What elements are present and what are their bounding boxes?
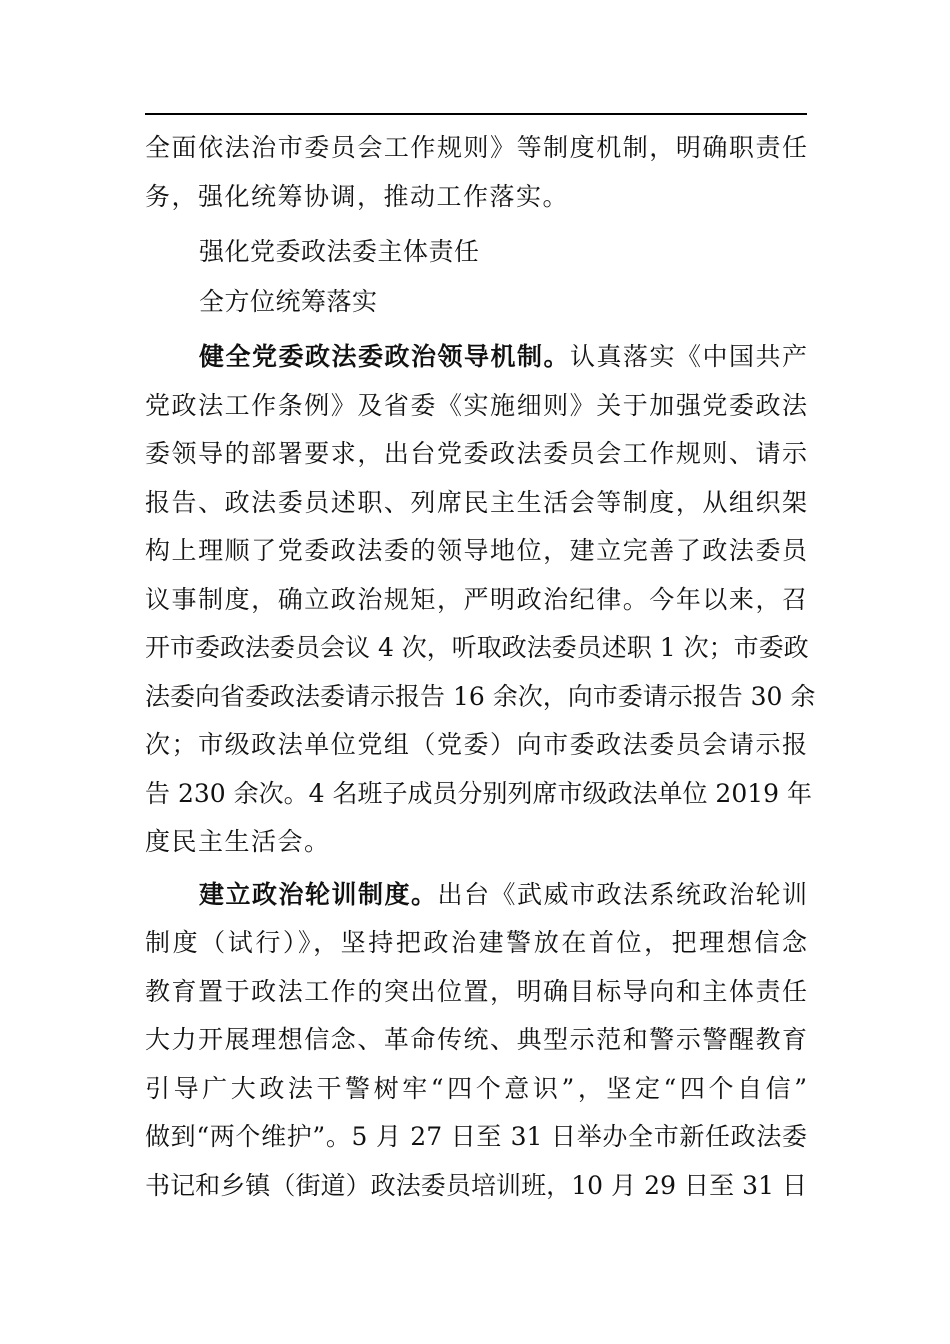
para2-line: 做到“两个维护”。5 月 27 日至 31 日举办全市新任政法委: [145, 1122, 807, 1151]
continuation-line-1: 全面依法治市委员会工作规则》等制度机制，明确职责任: [145, 133, 807, 162]
para2-lead-sentence: 建立政治轮训制度。: [199, 879, 438, 909]
section-heading-1: 强化党委政法委主体责任: [199, 237, 480, 266]
para1-line: 委领导的部署要求，出台党委政法委员会工作规则、请示: [145, 439, 807, 468]
para2-line: 教育置于政法工作的突出位置，明确目标导向和主体责任: [145, 976, 807, 1006]
para2-line: 引导广大政法干警树牢“四个意识”，坚定“四个自信”: [145, 1073, 807, 1103]
para1-line: 法委向省委政法委请示报告 16 余次，向市委请示报告 30 余: [145, 681, 816, 711]
para2-line: 大力开展理想信念、革命传统、典型示范和警示警醒教育: [145, 1025, 807, 1054]
para1-line: 构上理顺了党委政法委的领导地位，建立完善了政法委员: [145, 536, 807, 565]
para1-line: 告 230 余次。4 名班子成员分别列席市级政法单位 2019 年: [145, 778, 812, 808]
para1-line: 报告、政法委员述职、列席民主生活会等制度，从组织架: [145, 487, 807, 517]
para1-line: 议事制度，确立政治规矩，严明政治纪律。今年以来，召: [145, 584, 807, 614]
para2-line: 制度（试行）》，坚持把政治建警放在首位，把理想信念: [145, 928, 807, 957]
para1-first-line-rest: 认真落实《中国共产: [569, 342, 807, 371]
section-heading-2: 全方位统筹落实: [199, 287, 378, 316]
para1-last-line: 度民主生活会。: [145, 827, 331, 856]
para2-line: 书记和乡镇（街道）政法委员培训班，10 月 29 日至 31 日: [145, 1170, 807, 1200]
para1-line: 次；市级政法单位党组（党委）向市委政法委员会请示报: [145, 730, 807, 759]
para1-first-line: [145, 333, 807, 382]
document-body: [145, 124, 816, 1210]
para1-line: 开市委政法委员会议 4 次，听取政法委员述职 1 次；市委政: [145, 633, 809, 662]
continuation-line-2: 务，强化统筹协调，推动工作落实。: [145, 181, 570, 211]
para1-lead-sentence: 健全党委政法委政治领导机制。: [199, 342, 570, 371]
header-rule: [145, 113, 807, 115]
para2-first-line-rest: 出台《武威市政法系统政治轮训: [437, 879, 807, 909]
para2-first-line: [145, 871, 807, 920]
para1-line: 党政法工作条例》及省委《实施细则》关于加强党委政法: [145, 390, 807, 420]
